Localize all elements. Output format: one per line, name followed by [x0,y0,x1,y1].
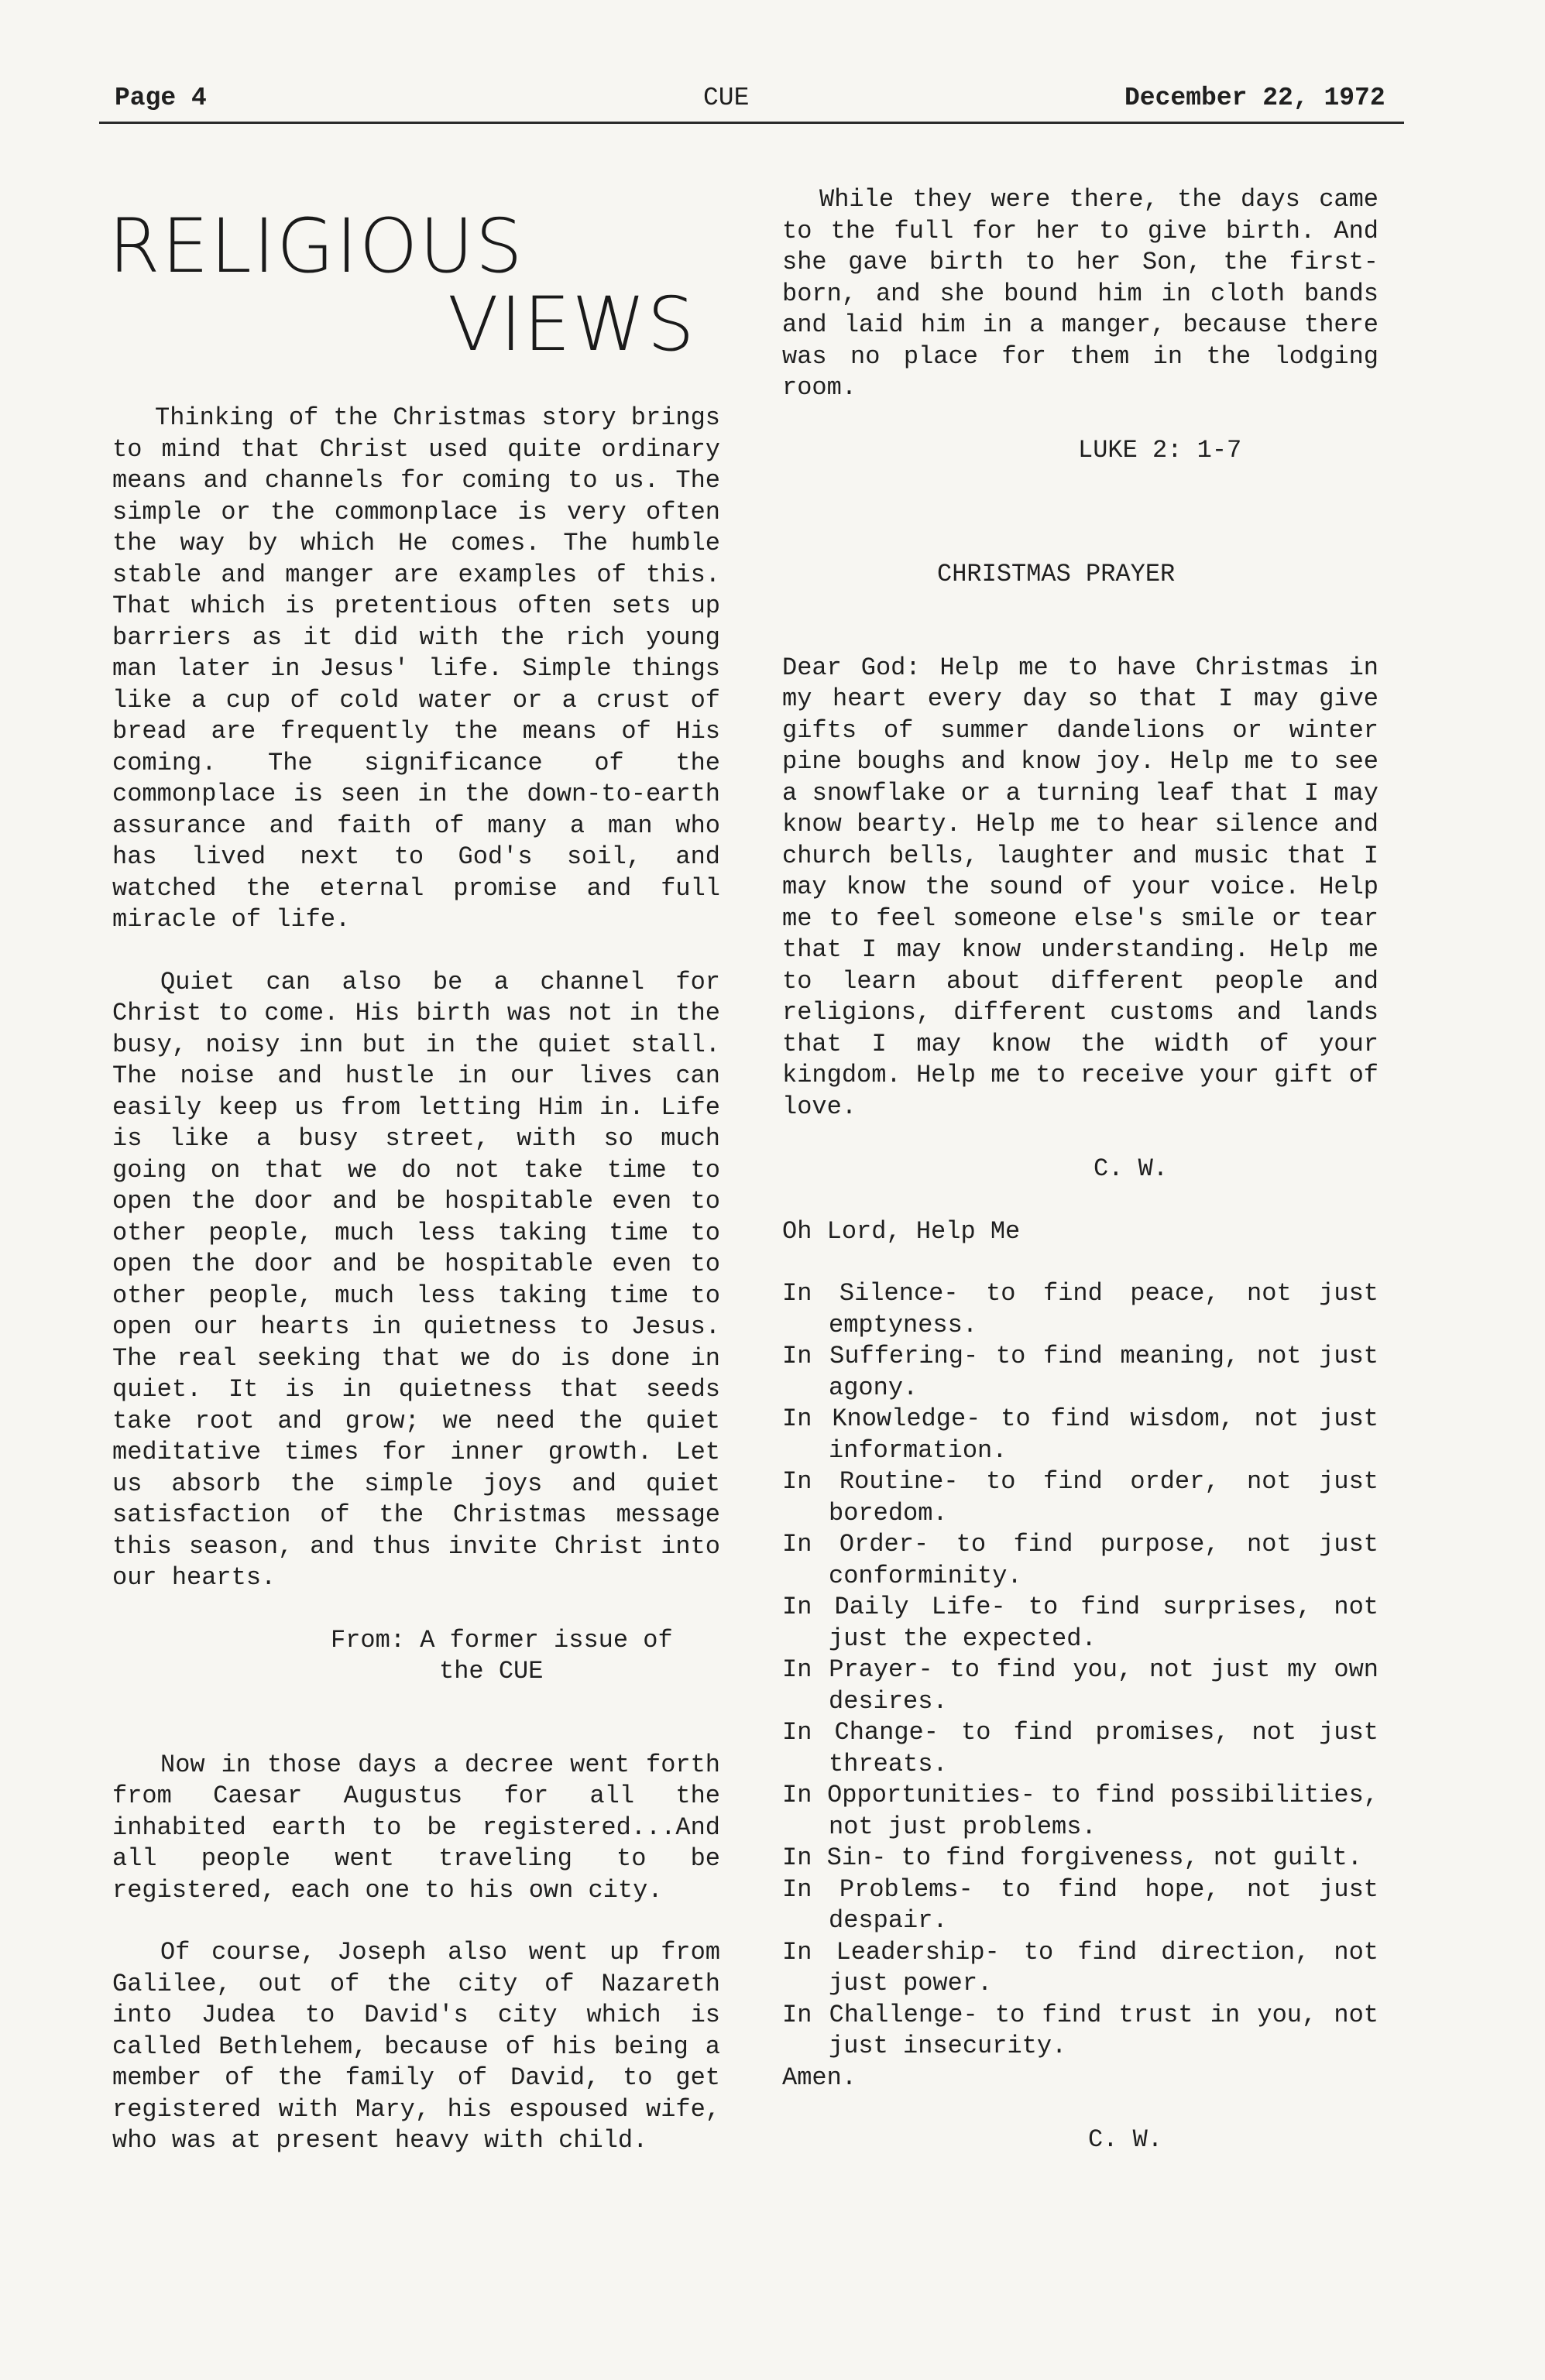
christmas-prayer: Dear God: Help me to have Christmas in my heart every day so that I may give gifts of summer dandelions or winter pine boughs and know joy. Help me to see a snowflake or a turning leaf that I may know bearty. Help me to hear silence and church bells, laughter and music that I may know the sound of your voice. Help me to feel someone else's smile or tear that I may know understanding. Help me to learn about different people and religions, different customs and lands that I may know the width of your kingdom. Help me to receive your gift of love. [782,653,1378,1121]
litany-line: In Order- to find purpose, not just conforminity. [782,1530,1378,1590]
litany-line: In Suffering- to find meaning, not just agony. [782,1342,1378,1402]
litany-line: In Opportunities- to find possibilities, not just problems. [782,1781,1378,1841]
prayer-signature: C. W. [1094,1154,1169,1183]
article-paragraph-1: Thinking of the Christmas story brings to mind that Christ used quite ordinary means and channels for coming to us. The simple or the commonplace is very often the way by which He comes. The humble stable and manger are examples of this. That which is pretentious often sets up barriers as it did with the rich young man later in Jesus' life. Simple things like a cup of cold water or a crust of bread are frequently the means of His coming. The significance of the commonplace is seen in the down-to-earth assurance and faith of many a man who has lived next to God's soil, and watched the eternal promise and full miracle of life. [112,403,720,934]
section-title-line2: VIEWS [448,281,696,368]
litany-line: In Silence- to find peace, not just emptyness. [782,1279,1378,1339]
scripture-paragraph-2: Of course, Joseph also went up from Galilee, out of the city of Nazareth into Judea to David's city which is called Bethlehem, because of his being a member of the family of David, to get registered with Mary, his espoused wife, who was at present heavy with child. [112,1938,720,2155]
litany-line: In Sin- to find forgiveness, not guilt. [782,1843,1362,1872]
litany-line: In Knowledge- to find wisdom, not just information. [782,1404,1378,1465]
source-attribution [112,1625,720,1688]
article-paragraph-2: Quiet can also be a channel for Christ to come. His birth was not in the busy, noisy inn but in the quiet stall. The noise and hustle in our lives can easily keep us from letting Him in. Life is like a busy street, with so much going on that we do not take time to open the door and be hospitable even to other people, much less taking time to open the door and be hospitable even to other people, much less taking time to open our hearts in quietness to Jesus. The real seeking that we do is done in quiet. It is in quietness that seeds take root and grow; we need the quiet meditative times for inner growth. Let us absorb the simple joys and quiet satisfaction of the Christmas message this season, and thus invite Christ into our hearts. [112,967,720,1592]
right-column [782,184,1378,2156]
litany-list [782,1278,1378,2063]
prayer-title: CHRISTMAS PRAYER [937,560,1176,588]
litany-line: In Leadership- to find direction, not just power. [782,1937,1378,1998]
left-column [112,403,720,2157]
litany-heading: Oh Lord, Help Me [782,1216,1021,1246]
litany-line: In Problems- to find hope, not just despair. [782,1874,1378,1935]
source-line-2: the CUE [439,1657,544,1686]
litany-line: In Change- to find promises, not just threats. [782,1718,1378,1778]
litany-line: In Daily Life- to find surprises, not just the expected. [782,1593,1378,1653]
litany-signature: C. W. [1088,2125,1163,2154]
litany-line: In Prayer- to find you, not just my own desires. [782,1655,1378,1716]
scripture-citation: LUKE 2: 1-7 [1078,435,1242,465]
issue-date: December 22, 1972 [1124,84,1385,112]
litany-line: In Challenge- to find trust in you, not just insecurity. [782,2000,1378,2060]
litany-amen: Amen. [782,2063,857,2092]
page-number: Page 4 [115,84,207,112]
publication-name: CUE [703,84,750,112]
scripture-paragraph-1: Now in those days a decree went forth from Caesar Augustus for all the inhabited earth to be registered...And all people went traveling to be registered, each one to his own city. [112,1750,720,1905]
section-title-line1: RELIGIOUS [108,203,524,290]
scripture-paragraph-3: While they were there, the days came to the full for her to give birth. And she gave birth to her Son, the first-born, and she bound him in cloth bands and laid him in a manger, because there was no place for them in the lodging room. [782,185,1378,402]
header-rule [99,122,1404,124]
litany-line: In Routine- to find order, not just boredom. [782,1467,1378,1528]
source-line-1: From: A former issue of [331,1625,673,1655]
